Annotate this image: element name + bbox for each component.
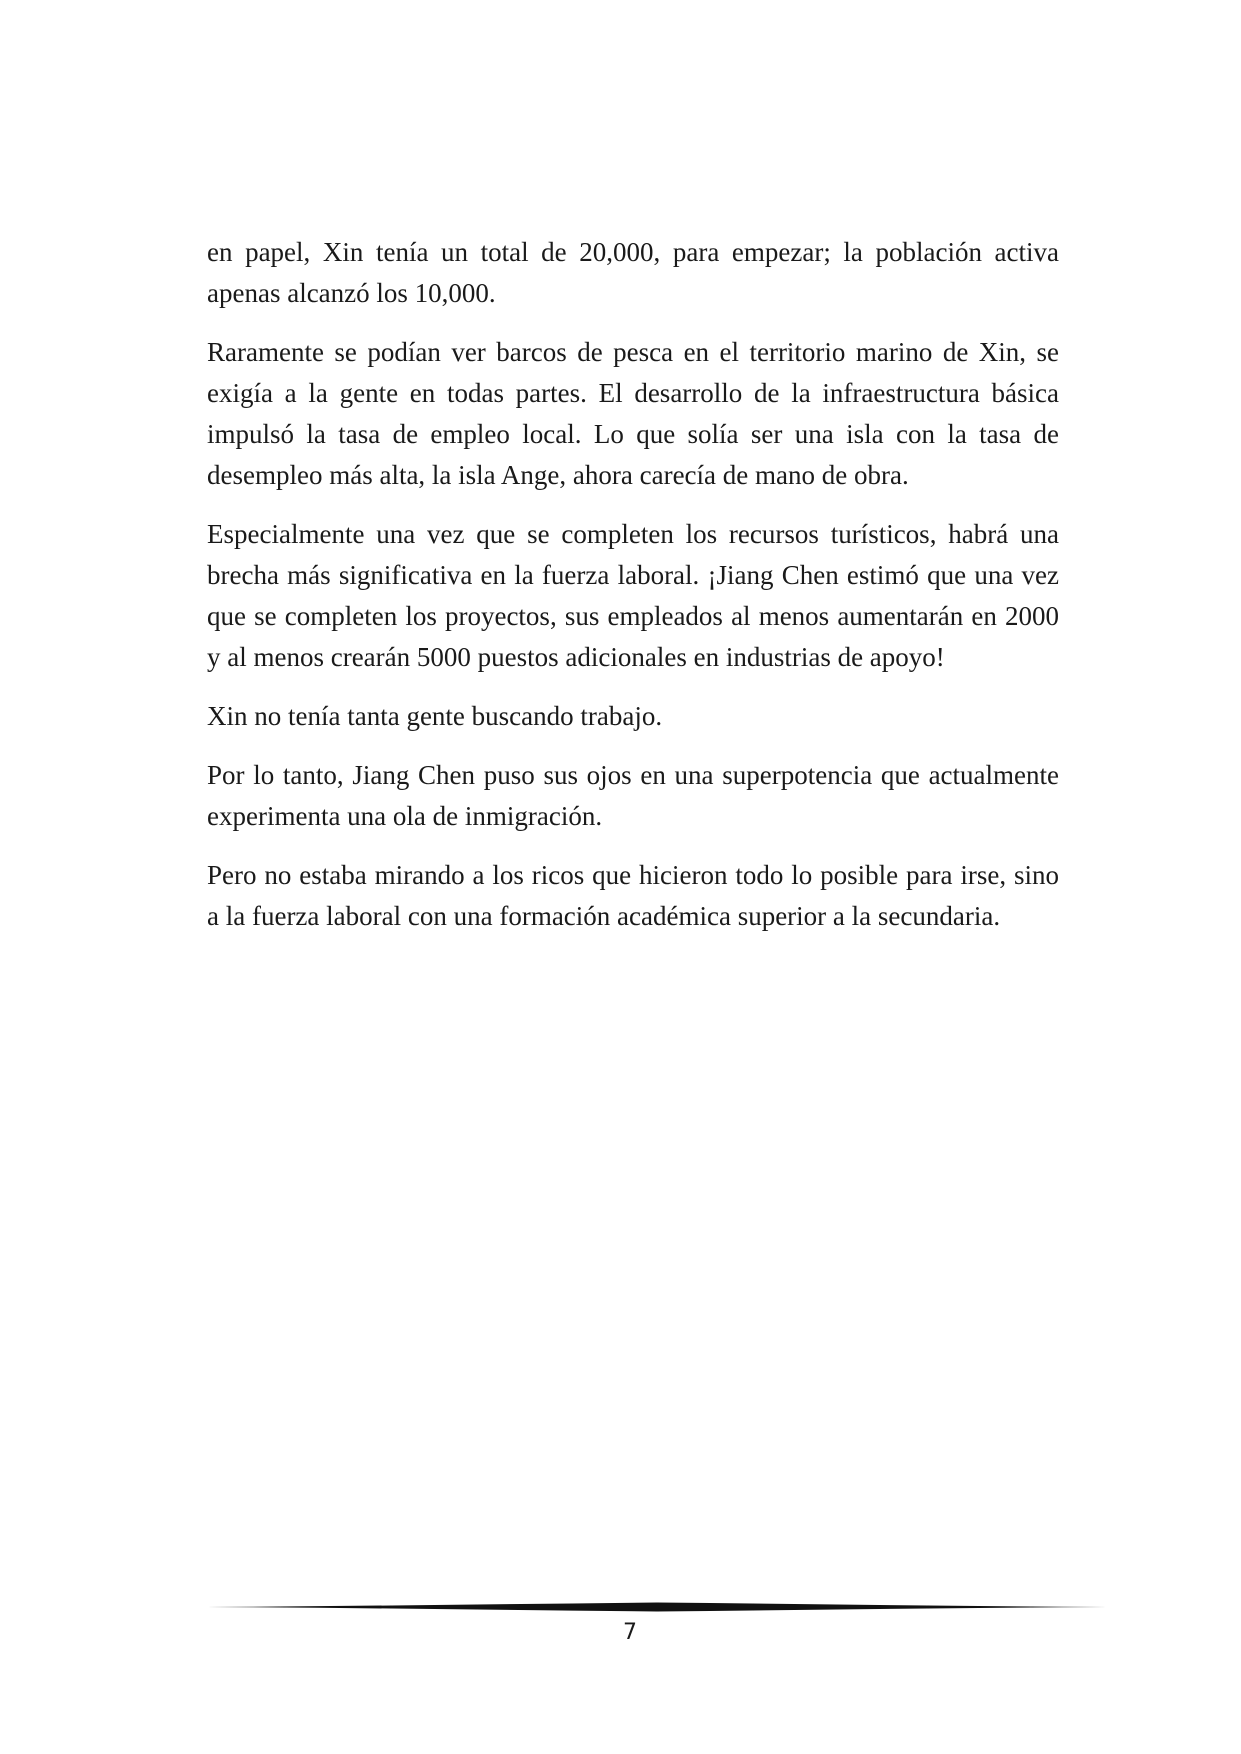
paragraph: Por lo tanto, Jiang Chen puso sus ojos en una superpotencia que actualmente experimenta una ola de inmigración. xyxy=(207,760,1059,831)
paragraph: Raramente se podían ver barcos de pesca en el territorio marino de Xin, se exigía a la gente en todas partes. El desarrollo de la infraestructura básica impulsó la tasa de empleo local. Lo que solía ser una isla con la tasa de desempleo más alta, la isla Ange, ahora carecía de mano de obra. xyxy=(207,337,1059,490)
footer-divider xyxy=(207,1600,1107,1614)
body-text xyxy=(207,232,1059,955)
paragraph: Pero no estaba mirando a los ricos que hicieron todo lo posible para irse, sino a la fuerza laboral con una formación académica superior a la secundaria. xyxy=(207,860,1059,931)
paragraph: Xin no tenía tanta gente buscando trabajo. xyxy=(207,701,663,731)
paragraph: en papel, Xin tenía un total de 20,000, para empezar; la población activa apenas alcanzó los 10,000. xyxy=(207,237,1059,308)
footer-divider-stroke xyxy=(207,1603,1107,1612)
paragraph: Especialmente una vez que se completen los recursos turísticos, habrá una brecha más significativa en la fuerza laboral. ¡Jiang Chen estimó que una vez que se completen los proyectos, sus empleados al menos aumentarán en 2000 y al menos crearán 5000 puestos adicionales en industrias de apoyo! xyxy=(207,519,1059,672)
page-number: 7 xyxy=(623,1620,637,1645)
